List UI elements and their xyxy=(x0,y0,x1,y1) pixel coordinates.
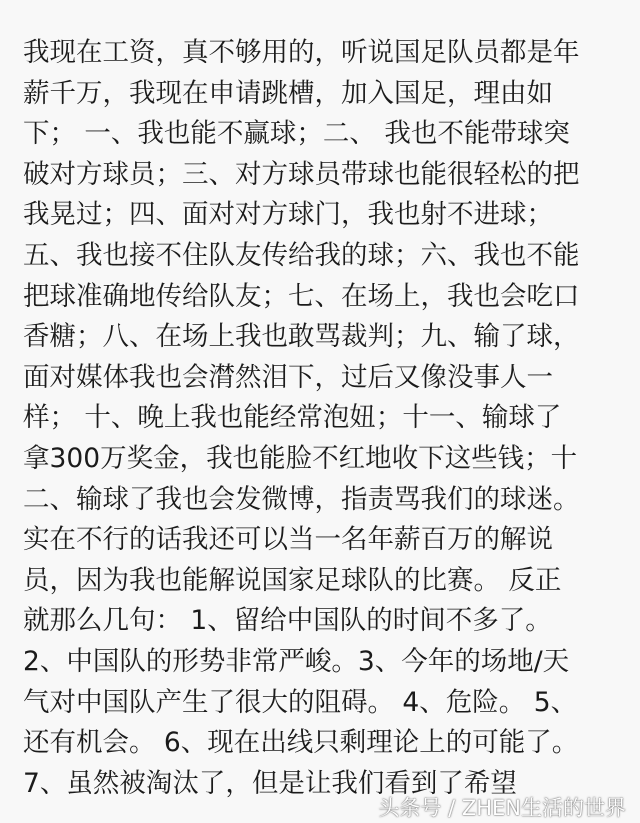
text-line: 拿300万奖金，我也能脸不红地收下这些钱；十 xyxy=(23,442,578,474)
text-line: 下； 一、我也能不赢球；二、 我也不能带球突 xyxy=(23,118,570,150)
text-line: 2、中国队的形势非常严峻。3、今年的场地/天 xyxy=(23,645,570,677)
watermark: 头条号 / ZHEN生活的世界 xyxy=(378,796,626,820)
article-body xyxy=(23,33,623,804)
text-line: 样； 十、晚上我也能经常泡妞；十一、输球了 xyxy=(23,402,562,434)
text-line: 气对中国队产生了很大的阻碍。 4、危险。 5、 xyxy=(23,686,578,718)
text-line: 还有机会。 6、现在出线只剩理论上的可能了。 xyxy=(23,727,579,759)
text-line: 面对媒体我也会潸然泪下，过后又像没事人一 xyxy=(23,361,553,393)
text-line: 五、我也接不住队友传给我的球；六、我也不能 xyxy=(23,239,580,271)
text-line: 薪千万，我现在申请跳槽，加入国足，理由如 xyxy=(23,77,553,109)
text-line: 员，因为我也能解说国家足球队的比赛。 反正 xyxy=(23,564,562,596)
text-line: 我现在工资，真不够用的，听说国足队员都是年 xyxy=(23,37,580,68)
text-line: 就那么几句： 1、留给中国队的时间不多了。 xyxy=(23,605,552,637)
text-line: 破对方球员；三、对方球员带球也能很轻松的把 xyxy=(23,158,580,190)
text-line: 7、虽然被淘汰了，但是让我们看到了希望 xyxy=(23,767,517,799)
text-line: 二、输球了我也会发微博，指责骂我们的球迷。 xyxy=(23,483,580,515)
text-line: 把球准确地传给队友；七、在场上，我也会吃口 xyxy=(23,280,580,312)
text-line: 实在不行的话我还可以当一名年薪百万的解说 xyxy=(23,524,553,556)
text-line: 我晃过；四、面对对方球门，我也射不进球； xyxy=(23,199,553,231)
text-line: 香糖；八、在场上我也敢骂裁判；九、输了球， xyxy=(23,321,580,353)
